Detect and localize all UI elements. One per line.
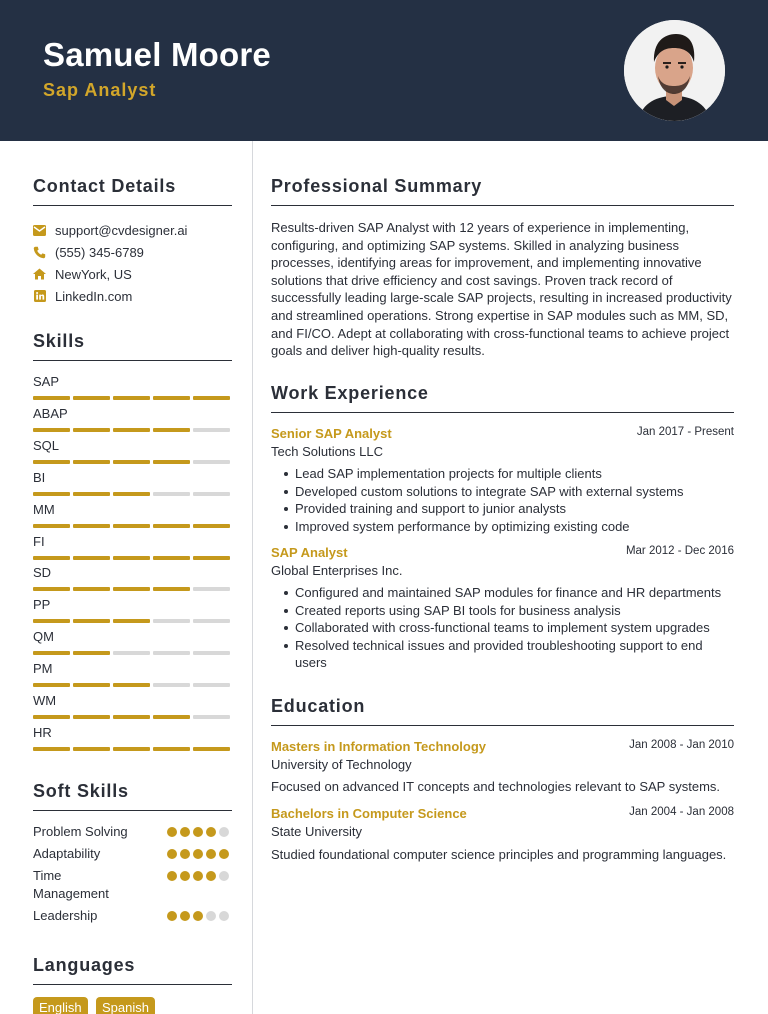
contact-phone[interactable] [33,243,144,261]
skill-level-segment [33,556,70,560]
contact-email[interactable] [33,221,187,239]
skill-level-segment [73,556,110,560]
soft-skill-name: Time Management [33,868,109,901]
rating-dot [219,827,229,837]
job-dates: Jan 2017 - Present [636,426,734,438]
skill-level-segment [113,524,150,528]
contact-rule [33,205,232,206]
skill-level-segment [33,587,70,591]
skill-item [33,661,231,687]
skill-level-segment [113,396,150,400]
skill-name: HR [33,724,52,740]
soft-skills-heading: Soft Skills [33,781,129,801]
skill-level-bar [33,396,231,400]
skill-item [33,470,231,496]
skill-level-bar [33,524,231,528]
job-bullet: Developed custom solutions to integrate SAP with external systems [285,483,735,501]
soft-skill-rating [167,849,229,859]
languages-heading: Languages [33,955,136,975]
skill-level-segment [73,747,110,751]
column-divider [252,141,253,1014]
rating-dot [167,827,177,837]
skill-name: BI [33,469,46,485]
skill-level-segment [193,556,230,560]
skill-level-segment [193,619,230,623]
degree-dates: Jan 2008 - Jan 2010 [629,739,734,751]
skill-level-segment [113,715,150,719]
job-dates: Mar 2012 - Dec 2016 [625,545,734,557]
skill-level-segment [113,683,150,687]
soft-skill-item [33,907,233,925]
email-icon [33,224,46,237]
rating-dot [180,871,190,881]
skill-item [33,597,231,623]
skill-name: SQL [33,437,60,453]
job-bullet: Improved system performance by optimizing existing code [285,518,735,536]
soft-skill-name: Problem Solving [33,824,128,839]
job-bullet: Provided training and support to junior analysts [285,500,735,518]
skill-level-bar [33,715,231,719]
skill-level-segment [193,428,230,432]
rating-dot [180,911,190,921]
home-icon [33,268,46,281]
candidate-name: Samuel Moore [43,36,271,73]
skill-level-segment [113,619,150,623]
skill-item [33,534,231,560]
education-rule [271,725,734,726]
skill-level-segment [33,715,70,719]
experience-heading: Work Experience [271,383,429,403]
job-bullet: Collaborated with cross-functional teams to implement system upgrades [285,619,735,637]
skill-level-segment [153,683,190,687]
skill-level-segment [113,747,150,751]
skill-item [33,725,231,751]
degree-title: Bachelors in Computer Science [271,806,467,821]
skill-level-segment [153,556,190,560]
job-bullets [285,465,735,535]
skill-item [33,374,231,400]
skill-name: ABAP [33,405,68,421]
rating-dot [219,849,229,859]
rating-dot [193,911,203,921]
skill-name: FI [33,533,45,549]
contact-location [33,265,132,283]
skill-name: QM [33,629,54,645]
skill-item [33,438,231,464]
job-title: SAP Analyst [271,545,348,560]
soft-skill-name: Adaptability [33,846,101,861]
linkedin-text: LinkedIn.com [55,288,133,304]
skill-level-segment [193,492,230,496]
rating-dot [180,849,190,859]
profile-photo [624,20,725,121]
rating-dot [167,849,177,859]
skill-level-segment [193,460,230,464]
skill-level-bar [33,651,231,655]
linkedin-icon [33,290,46,303]
degree-description: Focused on advanced IT concepts and technologies relevant to SAP systems. [271,779,721,794]
language-badge: Spanish [96,997,155,1014]
skill-level-segment [153,747,190,751]
soft-skills-rule [33,810,232,811]
summary-heading: Professional Summary [271,176,483,196]
degree-title: Masters in Information Technology [271,739,487,754]
skill-level-segment [33,428,70,432]
education-heading: Education [271,696,366,716]
rating-dot [206,871,216,881]
skill-level-segment [73,683,110,687]
skill-level-segment [73,619,110,623]
skill-item [33,406,231,432]
skill-name: WM [33,693,57,708]
rating-dot [167,911,177,921]
skill-item [33,629,231,655]
degree-description: Studied foundational computer science principles and programming languages. [271,847,727,862]
skill-level-segment [193,524,230,528]
skill-name: SAP [33,374,60,389]
summary-rule [271,205,734,206]
skill-level-segment [153,396,190,400]
summary-text: Results-driven SAP Analyst with 12 years of experience in implementing, configuring, and optimizing SAP systems. Skilled in analyzing business processes, identifying areas for improvement, and implementing innovative solutions that drive efficiency and cost savings. Proven track record of successfully leading large-scale SAP projects, resulting in increased productivity and streamlined operations. Strong expertise in SAP modules such as MM, SD, and FI/CO. Adept at collaborating with cross-functional teams to achieve project goals and deliver high-quality results. [271,220,732,359]
soft-skill-rating [167,827,229,837]
skill-level-bar [33,556,231,560]
job-company: Tech Solutions LLC [271,444,384,459]
skills-heading: Skills [33,331,85,351]
skill-level-segment [153,492,190,496]
experience-rule [271,412,734,413]
skill-level-segment [113,587,150,591]
skill-level-segment [153,651,190,655]
skill-level-segment [113,651,150,655]
location-text: NewYork, US [55,266,132,282]
soft-skill-item [33,867,233,903]
soft-skill-item [33,823,233,841]
skill-level-segment [73,524,110,528]
skill-level-segment [73,460,110,464]
skill-level-segment [193,715,230,719]
school-name: University of Technology [271,757,412,772]
skill-level-segment [153,524,190,528]
skill-level-segment [73,492,110,496]
skill-level-segment [113,460,150,464]
skill-level-bar [33,683,231,687]
phone-icon [33,246,46,259]
skill-level-bar [33,587,231,591]
skill-item [33,693,231,719]
skill-level-segment [73,651,110,655]
school-name: State University [271,824,363,839]
skill-name: MM [33,501,55,517]
skill-level-segment [33,396,70,400]
skill-level-segment [33,524,70,528]
skill-level-segment [113,492,150,496]
skill-level-bar [33,619,231,623]
rating-dot [219,911,229,921]
skill-level-segment [33,747,70,751]
skill-name: SD [33,565,52,581]
job-bullets [285,584,735,672]
rating-dot [167,871,177,881]
contact-linkedin[interactable] [33,287,132,305]
job-bullet: Resolved technical issues and provided troubleshooting support to end users [285,637,735,672]
skill-level-segment [193,587,230,591]
skill-item [33,502,231,528]
rating-dot [193,871,203,881]
rating-dot [206,827,216,837]
skill-level-segment [73,715,110,719]
skills-rule [33,360,232,361]
skill-level-bar [33,460,231,464]
phone-text: (555) 345-6789 [55,244,144,260]
skill-level-segment [153,587,190,591]
job-title: Senior SAP Analyst [271,426,392,441]
skill-name: PM [33,661,53,677]
skill-level-segment [33,683,70,687]
rating-dot [193,827,203,837]
job-bullet: Configured and maintained SAP modules for finance and HR departments [285,584,735,602]
skill-level-segment [193,747,230,751]
skill-level-segment [153,715,190,719]
skill-level-segment [33,492,70,496]
skill-level-segment [153,619,190,623]
skill-level-segment [33,460,70,464]
soft-skill-name: Leadership [33,908,98,923]
skill-level-segment [193,683,230,687]
skill-level-segment [113,556,150,560]
job-bullet: Lead SAP implementation projects for multiple clients [285,465,735,483]
skill-level-segment [193,396,230,400]
skill-level-segment [33,651,70,655]
candidate-title: Sap Analyst [43,80,157,100]
skill-level-bar [33,492,231,496]
rating-dot [206,911,216,921]
skill-level-segment [33,619,70,623]
rating-dot [180,827,190,837]
soft-skill-item [33,845,233,863]
skill-level-bar [33,747,231,751]
skill-level-segment [73,428,110,432]
job-company: Global Enterprises Inc. [271,563,403,578]
soft-skill-rating [167,871,229,881]
skill-item [33,565,231,591]
language-badge: English [33,997,88,1014]
skill-level-segment [153,428,190,432]
email-text: support@cvdesigner.ai [55,222,188,238]
job-bullet: Created reports using SAP BI tools for business analysis [285,602,735,620]
rating-dot [219,871,229,881]
skill-level-segment [73,587,110,591]
degree-dates: Jan 2004 - Jan 2008 [629,806,734,818]
soft-skill-rating [167,911,229,921]
contact-heading: Contact Details [33,176,177,196]
skill-level-bar [33,428,231,432]
rating-dot [206,849,216,859]
skill-level-segment [153,460,190,464]
languages-rule [33,984,232,985]
skill-name: PP [33,597,51,613]
rating-dot [193,849,203,859]
skill-level-segment [113,428,150,432]
skill-level-segment [193,651,230,655]
skill-level-segment [73,396,110,400]
resume-header [0,0,768,141]
